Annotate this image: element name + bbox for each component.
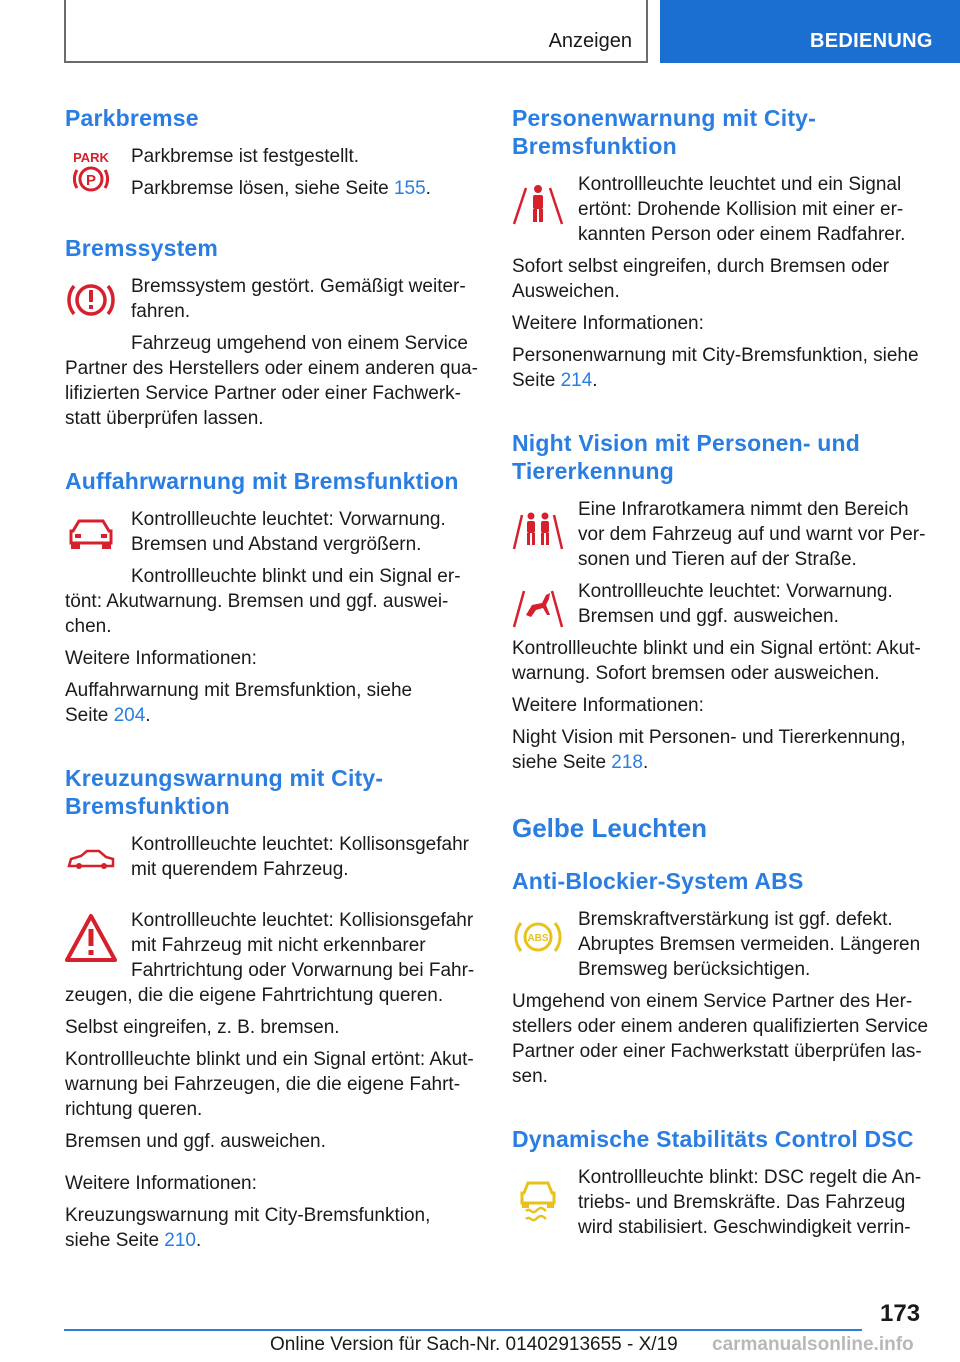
parking-brake-icon	[65, 146, 117, 198]
heading-parkbremse: Parkbremse	[65, 105, 199, 131]
auffahr-text1: Kontrollleuchte leuchtet: Vorwarnung. Bremsen und Abstand vergrößern.	[131, 509, 446, 555]
right-column	[512, 100, 930, 1240]
kreuzung-text4: Kontrollleuchte blinkt und ein Signal ertönt: Akut-warnung bei Fahrzeugen, die die eigene Fahrt-richtung queren.	[65, 1049, 474, 1120]
heading-gelbe-leuchten: Gelbe Leuchten	[512, 813, 708, 843]
page-link-214[interactable]: 214	[560, 370, 593, 391]
warning-triangle-icon	[65, 912, 117, 964]
page-link-204[interactable]: 204	[113, 705, 146, 726]
night-text2: Kontrollleuchte leuchtet: Vorwarnung. Bremsen und ggf. ausweichen.	[578, 581, 893, 627]
page-number: 173	[880, 1300, 921, 1327]
night-row1	[512, 497, 930, 572]
heading-auffahrwarnung: Auffahrwarnung mit Bremsfunktion	[65, 468, 459, 494]
tab-anzeigen[interactable]	[64, 0, 648, 63]
abs-icon	[512, 911, 564, 963]
parkbremse-row	[65, 144, 478, 201]
heading-personenwarnung: Personenwarnung mit City-Bremsfunktion	[512, 105, 817, 159]
car-side-icon	[65, 832, 117, 884]
svg-text:P: P	[85, 172, 97, 189]
bremssystem-text2a: Fahrzeug umgehend von einem Service	[131, 333, 468, 354]
kreuzung-text5: Bremsen und ggf. ausweichen.	[65, 1131, 326, 1152]
bremssystem-text1: Bremssystem gestört. Gemäßigt weiter-fahren.	[131, 276, 466, 322]
personen-text2: Sofort selbst eingreifen, durch Bremsen oder Ausweichen.	[512, 256, 890, 302]
car-collision-warning-icon	[65, 509, 117, 561]
watermark: carmanualsonline.info	[712, 1334, 914, 1355]
tab-bedienung[interactable]	[660, 0, 960, 63]
dsc-row	[512, 1165, 930, 1240]
kreuzung-text6: Weitere Informationen:	[65, 1173, 257, 1194]
page-link-218[interactable]: 218	[611, 752, 643, 773]
abs-text1: Bremskraftverstärkung ist ggf. defekt. Abruptes Bremsen vermeiden. Längeren Bremsweg berücksichtigen.	[578, 909, 921, 980]
brake-warning-icon	[65, 274, 117, 326]
heading-dsc: Dynamische Stabilitäts Control DSC	[512, 1126, 914, 1152]
night-text3: Kontrollleuchte blinkt und ein Signal ertönt: Akut-warnung. Sofort bremsen oder ausweichen.	[512, 638, 921, 684]
abs-text2: Umgehend von einem Service Partner des Her-stellers oder einem anderen qualifizierten Service Partner oder einer Fachwerkstatt überprüfen las-sen.	[512, 991, 929, 1087]
night-text5: Night Vision mit Personen- und Tiererkennung, siehe Seite 218.	[512, 727, 906, 773]
kreuzung-row1	[65, 832, 478, 882]
kreuzung-row2	[65, 908, 478, 983]
left-column	[65, 100, 478, 1253]
bremssystem-row	[65, 274, 478, 356]
night-vision-persons-icon	[512, 503, 564, 555]
bremssystem-text2b: Partner des Herstellers oder einem anderen qua-lifizierten Service Partner oder einer Fachwerk-statt überprüfen lassen.	[65, 358, 478, 429]
tab-anzeigen-label: Anzeigen	[548, 30, 632, 52]
parkbremse-text2: Parkbremse lösen, siehe Seite 155.	[131, 178, 431, 199]
abs-row	[512, 907, 930, 982]
kreuzung-text7: Kreuzungswarnung mit City-Bremsfunktion, siehe Seite 210.	[65, 1205, 431, 1251]
page-link-155[interactable]: 155	[393, 178, 426, 199]
page-link-210[interactable]: 210	[164, 1230, 196, 1251]
night-text4: Weitere Informationen:	[512, 695, 704, 716]
auffahr-text2a: Kontrollleuchte blinkt und ein Signal er-	[131, 566, 461, 587]
tab-bedienung-label: BEDIENUNG	[810, 30, 933, 52]
kreuzung-text1: Kontrollleuchte leuchtet: Kollisonsgefahr mit querendem Fahrzeug.	[131, 834, 469, 880]
auffahr-text4: Auffahrwarnung mit Bremsfunktion, siehe Seite 204.	[65, 680, 413, 726]
footer-divider	[64, 1329, 862, 1331]
pedestrian-warning-icon	[512, 178, 564, 230]
night-row2	[512, 579, 930, 629]
personen-row	[512, 172, 930, 247]
night-text1: Eine Infrarotkamera nimmt den Bereich vor dem Fahrzeug auf und warnt vor Per-sonen und Tieren auf der Straße.	[578, 499, 926, 570]
footer-online-version: Online Version für Sach-Nr. 01402913655 - X/19	[270, 1334, 678, 1355]
heading-kreuzungswarnung: Kreuzungswarnung mit City-Bremsfunktion	[65, 765, 384, 819]
auffahr-row	[65, 507, 478, 589]
heading-bremssystem: Bremssystem	[65, 235, 219, 261]
heading-night-vision: Night Vision mit Personen- und Tiererkennung	[512, 430, 861, 484]
animal-warning-icon	[512, 581, 564, 633]
auffahr-text2b: tönt: Akutwarnung. Bremsen und ggf. auswei-chen.	[65, 591, 449, 637]
parkbremse-text1: Parkbremse ist festgestellt.	[131, 146, 360, 167]
personen-text4: Personenwarnung mit City-Bremsfunktion, siehe Seite 214.	[512, 345, 919, 391]
dsc-text1: Kontrollleuchte blinkt: DSC regelt die An-triebs- und Bremskräfte. Das Fahrzeug wird stabilisiert. Geschwindigkeit verrin-	[578, 1167, 922, 1238]
heading-abs: Anti-Blockier-System ABS	[512, 868, 804, 894]
abs-icon-label: ABS	[527, 933, 549, 944]
personen-text3: Weitere Informationen:	[512, 313, 704, 334]
dsc-skid-icon	[512, 1173, 564, 1225]
personen-text1: Kontrollleuchte leuchtet und ein Signal ertönt: Drohende Kollision mit einer er-kannten Person oder einem Radfahrer.	[578, 174, 906, 245]
kreuzung-text2b: zeugen, die die eigene Fahrtrichtung queren.	[65, 985, 444, 1006]
parking-brake-icon-label: PARK	[73, 150, 109, 165]
auffahr-text3: Weitere Informationen:	[65, 648, 257, 669]
kreuzung-text2a: Kontrollleuchte leuchtet: Kollisionsgefahr mit Fahrzeug mit nicht erkennbarer Fahrtrichtung oder Vorwarnung bei Fahr-	[131, 910, 475, 981]
kreuzung-text3: Selbst eingreifen, z. B. bremsen.	[65, 1017, 340, 1038]
